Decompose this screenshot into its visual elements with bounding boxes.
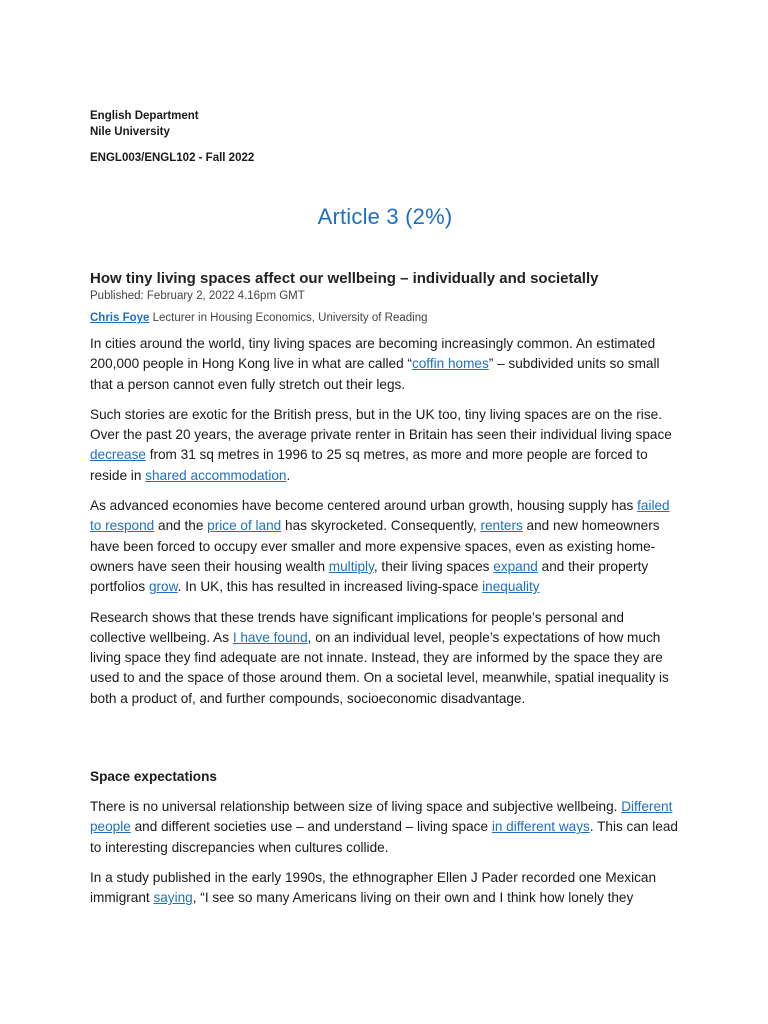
link-renters[interactable]: renters [480, 518, 523, 534]
document-title: Article 3 (2%) [317, 204, 453, 229]
link-decrease[interactable]: decrease [90, 447, 146, 463]
article-title: How tiny living spaces affect our wellbeing – individually and societally [90, 270, 599, 287]
paragraph-1: In cities around the world, tiny living spaces are becoming increasingly common. An estimated 200,000 people in Hong Kong live in what are called “coffin homes” – subdivided units so small that a person cannot even fully stretch out their legs. [90, 336, 660, 392]
author-link[interactable]: Chris Foye [90, 312, 150, 324]
document-page [90, 108, 680, 909]
paragraph-2: Such stories are exotic for the British press, but in the UK too, tiny living spaces are on the rise. Over the past 20 years, the average private renter in Britain has seen their individual living space decrease from 31 sq metres in 1996 to 25 sq metres, as more and more people are forced to reside in shared accommodation. [90, 406, 672, 483]
link-price-of-land[interactable]: price of land [207, 518, 282, 534]
university-name: Nile University [90, 126, 170, 138]
paragraph-4: Research shows that these trends have significant implications for people’s personal and collective wellbeing. As I have found, on an individual level, people’s expectations of how much living space they find adequate are not innate. Instead, they are informed by the space they are used to and the space of those around them. On a societal level, meanwhile, spatial inequality is both a product of, and further compounds, socioeconomic disadvantage. [90, 609, 669, 706]
byline [90, 312, 680, 324]
author-role: Lecturer in Housing Economics, University of Reading [149, 312, 428, 324]
link-coffin-homes[interactable]: coffin homes [411, 356, 489, 372]
link-i-have-found[interactable]: I have found [232, 629, 308, 645]
paragraph-6: In a study published in the early 1990s, the ethnographer Ellen J Pader recorded one Mexican immigrant saying, “I see so many Americans living on their own and I think how lonely they [90, 869, 657, 906]
section-heading: Space expectations [90, 769, 217, 785]
link-grow[interactable]: grow [148, 579, 178, 595]
link-multiply[interactable]: multiply [328, 558, 374, 574]
link-different-people[interactable]: Different people [90, 799, 673, 835]
link-shared-accommodation[interactable]: shared accommodation [145, 467, 287, 483]
paragraph-3: As advanced economies have become centered around urban growth, housing supply has failed to respond and the price of land has skyrocketed. Consequently, renters and new homeowners have been forced to occupy ever smaller and more expensive spaces, even as existing home-owners have seen their housing wealth multiply, their living spaces expand and their property portfolios grow. In UK, this has resulted in increased living-space inequality [90, 498, 670, 595]
link-failed-to-respond[interactable]: failed to respond [90, 498, 670, 534]
published-date: Published: February 2, 2022 4.16pm GMT [90, 290, 305, 302]
link-inequality[interactable]: inequality [482, 579, 540, 595]
course-code: ENGL003/ENGL102 - Fall 2022 [90, 152, 255, 164]
department-name: English Department [90, 110, 199, 122]
link-expand[interactable]: expand [493, 558, 538, 574]
link-in-different-ways[interactable]: in different ways [491, 819, 590, 835]
paragraph-5: There is no universal relationship between size of living space and subjective wellbeing. Different people and different societies use – and understand – living space in different ways. This can lead to interesting discrepancies when cultures collide. [90, 799, 678, 855]
link-saying[interactable]: saying [153, 890, 193, 906]
